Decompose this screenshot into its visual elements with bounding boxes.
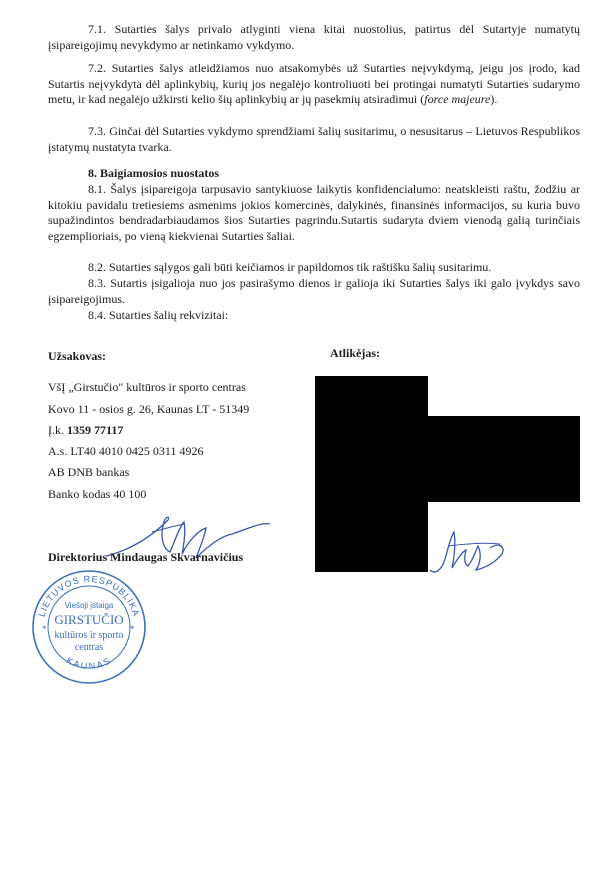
clause-text: Sutarties sąlygos gali būti keičiamos ir papildomos tik raštišku šalių susitarimu. (109, 260, 492, 274)
customer-code (48, 423, 123, 438)
customer-label: Užsakovas: (48, 349, 107, 363)
customer-account: A.s. LT40 4010 0425 0311 4926 (48, 444, 204, 458)
customer-code-value: 1359 77117 (67, 423, 124, 437)
clause-text: Ginčai dėl Sutarties vykdymo sprendžiami šalių susitarimu, o nesusitarus – Lietuvos Respublikos įstatymų nustatyta tvarka. (48, 124, 580, 154)
clause-number: 8.4. (88, 308, 106, 322)
stamp-outer-top: LIETUVOS RESPUBLIKA (36, 573, 142, 618)
customer-address: Kovo 11 - osios g. 26, Kaunas LT - 51349 (48, 402, 250, 416)
clause-7-2: 7.2. Sutarties šalys atleidžiamos nuo atsakomybės už Sutarties neįvykdymą, jeigu jos įrodo, kad Sutartis neįvykdyta dėl aplinkybių, kurių jos negalėjo kontroliuoti bei protingai numatyti Sutarties sudarymo metu, ir kad negalėjo užkirsti kelio šių aplinkybių ar jų pasekmių atsiradimui (force majeure). (48, 61, 581, 107)
clause-tail: ). (490, 92, 498, 107)
stamp-outer-bottom: KAUNAS (64, 655, 114, 672)
clause-text: Sutarties šalys privalo atlyginti viena kitai nuostolius, patirtus dėl Sutartyje numatytų įsipareigojimų nevykdymo ar netinkamo vykdymo. (48, 22, 580, 52)
customer-name: VšĮ „Girstučio" kultūros ir sporto centras (48, 380, 246, 394)
customer-bank: AB DNB bankas (48, 465, 130, 479)
svg-text:KAUNAS (65, 655, 113, 671)
clause-number: 7.2. (88, 61, 106, 75)
customer-bank-code: Banko kodas 40 100 (48, 487, 147, 501)
stamp-line-1: Viešoji įstaiga (64, 601, 114, 610)
clause-italic: force majeure (424, 92, 491, 107)
signatory-name: Direktorius Mindaugas Skvarnavičius (48, 550, 244, 564)
clause-7-1 (48, 22, 580, 53)
stamp-star-icon: * (130, 624, 135, 634)
clause-8-4 (48, 308, 580, 324)
clause-number: 7.3. (88, 124, 106, 138)
clause-number: 8.3. (88, 276, 106, 290)
section-heading: 8. Baigiamosios nuostatos (88, 166, 220, 180)
redaction-block (428, 416, 580, 502)
customer-code-prefix: Į.k. (48, 423, 67, 437)
contractor-signature (424, 524, 514, 580)
clause-text: Šalys įsipareigoja tarpusavio santykiuose laikytis konfidencialumo: neatskleisti raštu, žodžiu ar kitokiu pavidalu tretiesiems asmenims jokios komercinės, dalykinės, finansinės informacijos, su kuria buvo supažindintos bendradarbiaudamos šios Sutarties pagrindu.Sutartis sudaryta dviem vienodą galią turinčiais egzemplioriais, po vieną kiekvienai Sutarties šaliai. (48, 182, 581, 244)
clause-8-1 (48, 182, 580, 245)
clause-text: Sutarties šalių rekvizitai: (109, 308, 229, 322)
clause-number: 7.1. (88, 22, 106, 36)
clause-8-2 (48, 260, 580, 276)
clause-7-3 (48, 124, 580, 155)
clause-number: 8.2. (88, 260, 106, 274)
organization-stamp (26, 566, 152, 686)
clause-text: Sutarties šalys atleidžiamos nuo atsakomybės už Sutarties neįvykdymą, jeigu jos įrodo, kad Sutartis neįvykdyta dėl aplinkybių, kurių jos negalėjo kontroliuoti bei protingai numatyti Sutarties sudarymo metu, ir kad negalėjo užkirsti kelio šių aplinkybių ar jų pasekmių atsiradimui (48, 61, 581, 107)
redaction-block (315, 376, 428, 572)
clause-text: Sutartis įsigalioja nuo jos pasirašymo dienos ir galioja iki Sutarties šalys iki galo įvykdys savo įsipareigojimus. (48, 276, 581, 306)
stamp-line-4: centras (74, 642, 104, 653)
stamp-line-3: kultūros ir sporto (54, 630, 124, 641)
clause-8-3 (48, 276, 580, 307)
stamp-line-2: GIRSTUČIO (54, 612, 124, 627)
clause-number: 8.1. (88, 182, 106, 196)
contractor-label: Atlikėjas: (330, 346, 380, 360)
stamp-star-icon: * (42, 624, 47, 634)
